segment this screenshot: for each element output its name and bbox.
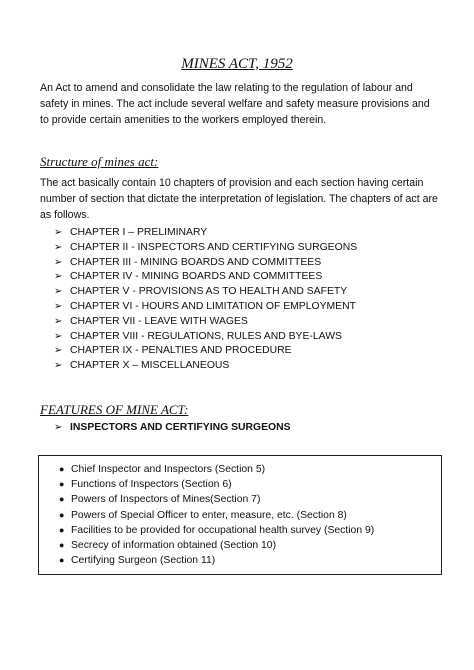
arrow-bullet-icon: ➢: [54, 256, 63, 268]
chapter-label: CHAPTER VI - HOURS AND LIMITATION OF EMPLOYMENT: [70, 300, 356, 312]
arrow-bullet-icon: ➢: [54, 360, 63, 372]
list-item: [59, 462, 374, 477]
arrow-bullet-icon: ➢: [54, 300, 63, 312]
chapter-label: CHAPTER II - INSPECTORS AND CERTIFYING SURGEONS: [70, 241, 358, 253]
list-item: [54, 315, 357, 330]
feature-label: Secrecy of information obtained (Section 10): [71, 539, 277, 551]
list-item: [59, 508, 374, 523]
arrow-bullet-icon: ➢: [54, 241, 63, 253]
bullet-icon: ●: [59, 494, 65, 505]
bullet-icon: ●: [59, 509, 65, 520]
bullet-icon: ●: [59, 479, 65, 490]
intro-paragraph: An Act to amend and consolidate the law relating to the regulation of labour and safety in mines. The act include several welfare and safety measure provisions and to provide certain amenities to the workers employed therein.: [40, 82, 430, 126]
list-item: [59, 553, 374, 568]
features-box: [38, 455, 442, 575]
feature-label: Functions of Inspectors (Section 6): [71, 479, 232, 491]
list-item: [59, 477, 374, 492]
bullet-icon: ●: [59, 555, 65, 566]
arrow-bullet-icon: ➢: [54, 271, 63, 283]
arrow-bullet-icon: ➢: [54, 345, 63, 357]
chapter-label: CHAPTER IX - PENALTIES AND PROCEDURE: [70, 345, 292, 357]
list-item: [54, 300, 357, 315]
list-item: [54, 241, 357, 256]
feature-label: Powers of Inspectors of Mines(Section 7): [71, 494, 261, 506]
chapter-label: CHAPTER I – PRELIMINARY: [70, 227, 208, 238]
arrow-bullet-icon: ➢: [54, 330, 63, 342]
features-sub-heading: [54, 422, 291, 433]
chapter-list: [54, 226, 357, 374]
features-list: [59, 462, 374, 568]
feature-label: Facilities to be provided for occupational health survey (Section 9): [71, 524, 375, 536]
arrow-bullet-icon: ➢: [54, 286, 63, 298]
chapter-label: CHAPTER III - MINING BOARDS AND COMMITTEES: [70, 256, 322, 268]
structure-paragraph: The act basically contain 10 chapters of provision and each section having certain number of section that dictate the interpretation of legislation. The chapters of act are as follows.: [40, 177, 438, 221]
sub-heading-label: INSPECTORS AND CERTIFYING SURGEONS: [70, 422, 291, 433]
feature-label: Certifying Surgeon (Section 11): [71, 555, 216, 567]
feature-label: Powers of Special Officer to enter, measure, etc. (Section 8): [71, 509, 347, 521]
chapter-label: CHAPTER X – MISCELLANEOUS: [70, 360, 230, 372]
list-item: [54, 226, 357, 241]
chapter-label: CHAPTER VIII - REGULATIONS, RULES AND BYE-LAWS: [70, 330, 342, 342]
list-item: [59, 538, 374, 553]
structure-heading: Structure of mines act:: [40, 154, 159, 169]
list-item: [54, 270, 357, 285]
feature-label: Chief Inspector and Inspectors (Section 5): [71, 464, 266, 475]
bullet-icon: ●: [59, 539, 65, 550]
chapter-label: CHAPTER V - PROVISIONS AS TO HEALTH AND SAFETY: [70, 286, 348, 298]
chapter-label: CHAPTER IV - MINING BOARDS AND COMMITTEES: [70, 271, 323, 283]
list-item: [59, 492, 374, 507]
list-item: [54, 344, 357, 359]
chapter-label: CHAPTER VII - LEAVE WITH WAGES: [70, 315, 248, 327]
list-item: [59, 523, 374, 538]
list-item: [54, 285, 357, 300]
list-item: [54, 330, 357, 345]
arrow-bullet-icon: ➢: [54, 315, 63, 327]
page-title: MINES ACT, 1952: [181, 56, 293, 72]
arrow-bullet-icon: ➢: [54, 422, 63, 433]
list-item: [54, 359, 357, 374]
features-heading: FEATURES OF MINE ACT:: [40, 402, 189, 417]
list-item: [54, 256, 357, 271]
arrow-bullet-icon: ➢: [54, 227, 63, 238]
bullet-icon: ●: [59, 524, 65, 535]
bullet-icon: ●: [59, 464, 65, 474]
